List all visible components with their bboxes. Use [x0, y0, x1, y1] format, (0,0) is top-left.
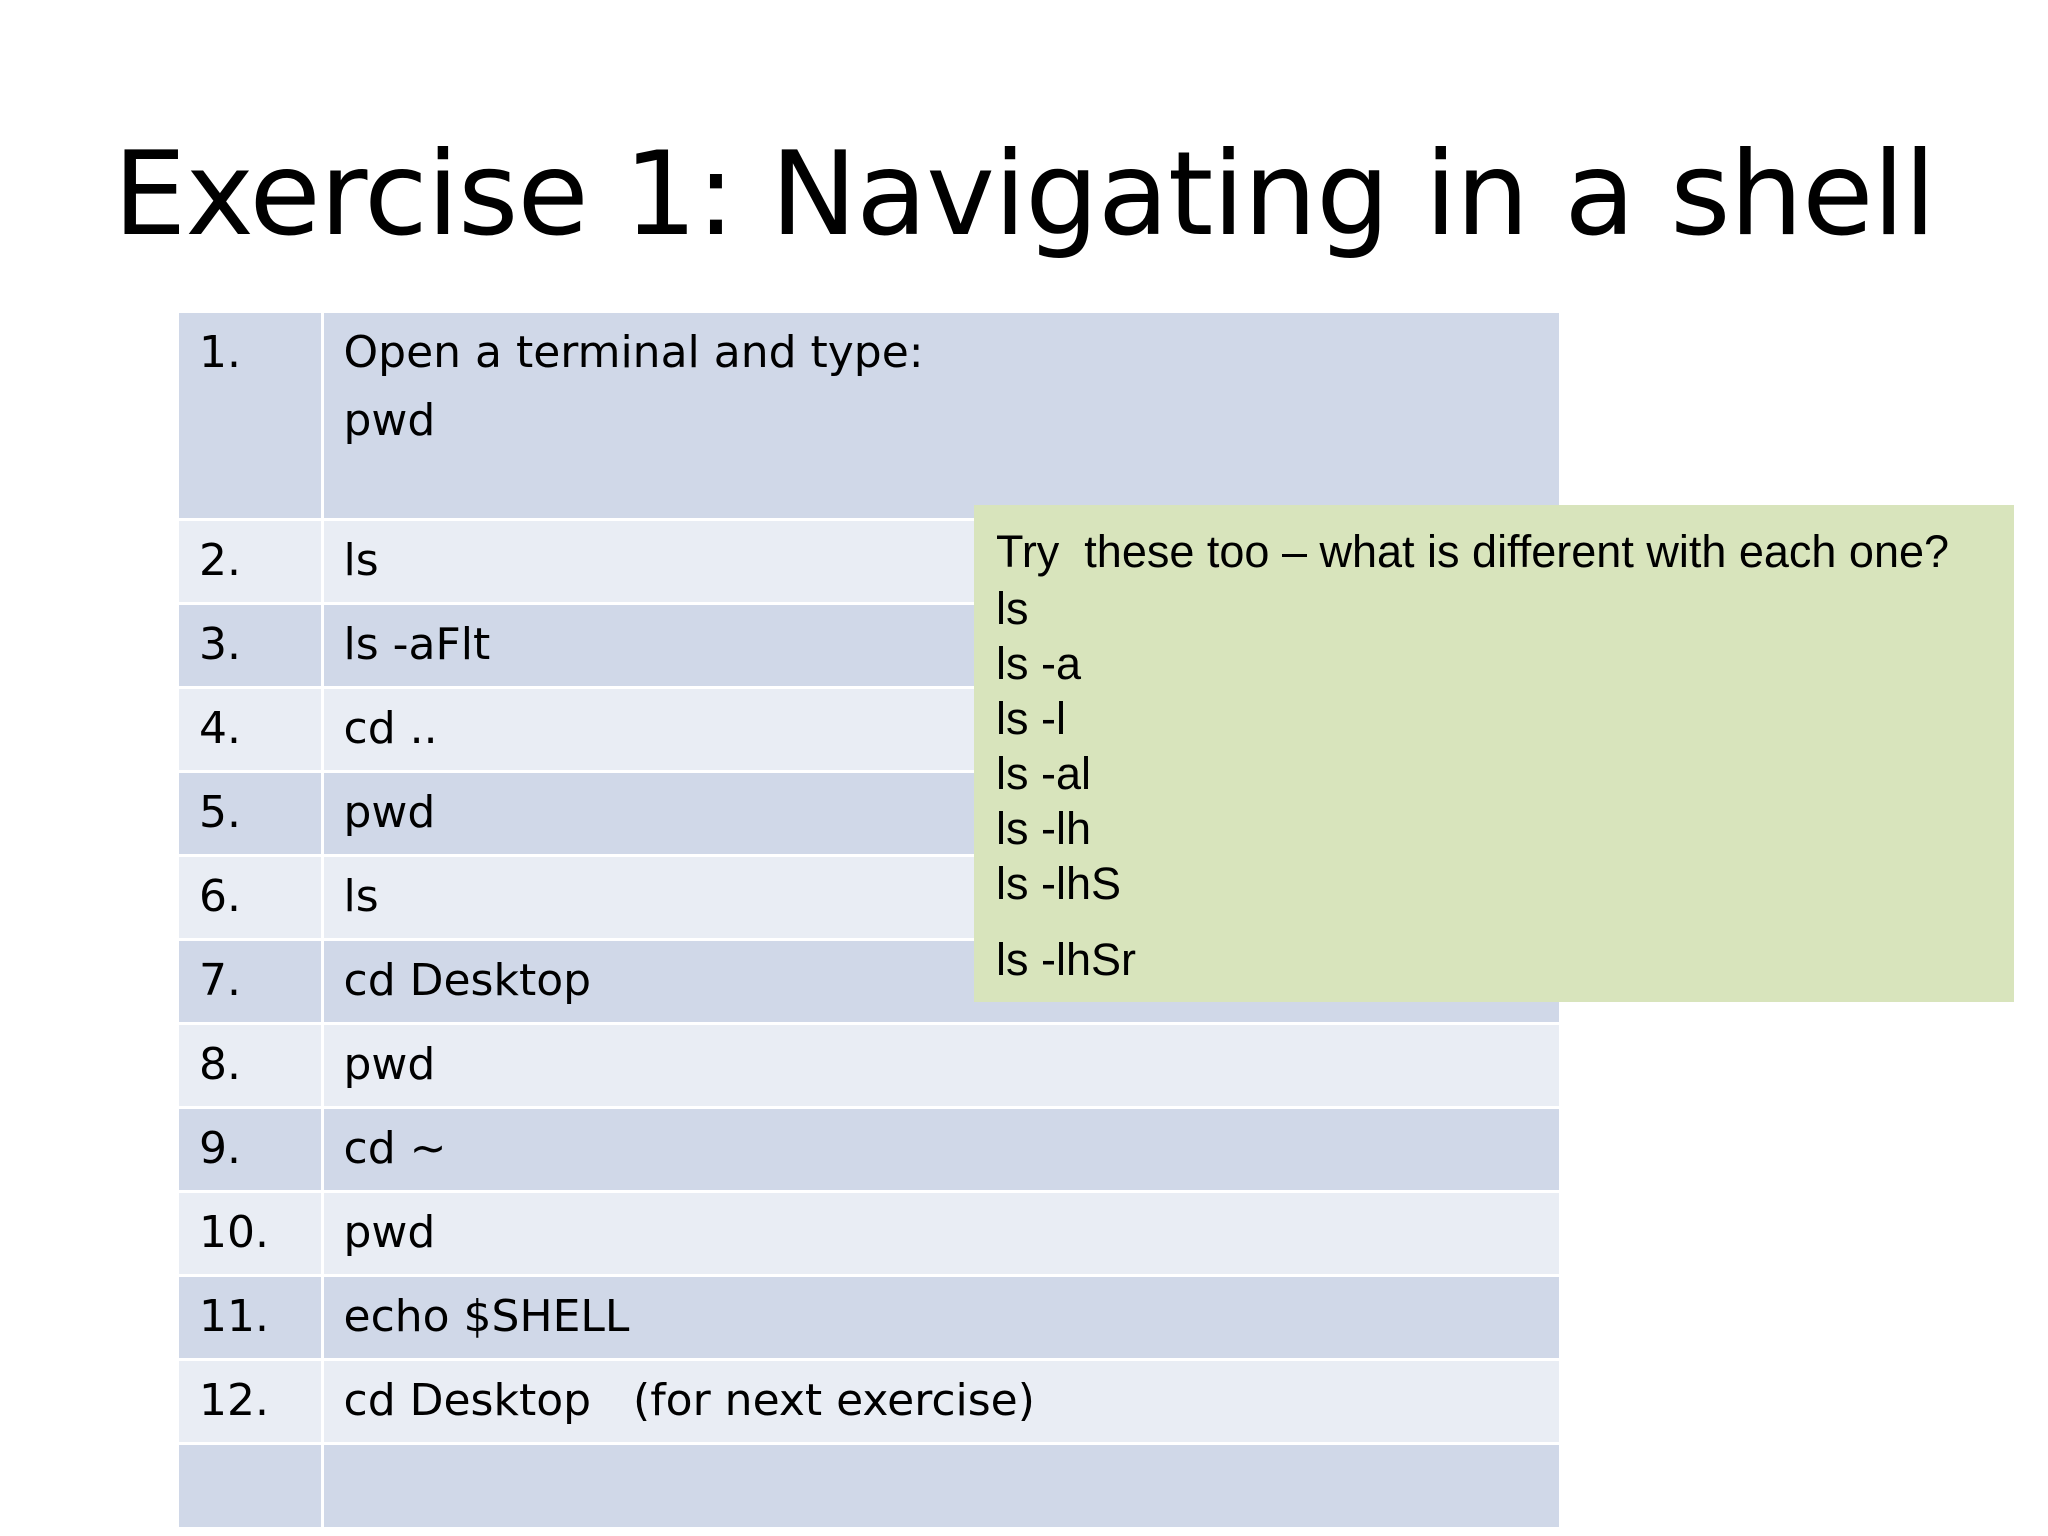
- step-command-text: pwd: [343, 395, 436, 446]
- slide-title: Exercise 1: Navigating in a shell: [113, 127, 1935, 262]
- step-number: [179, 1443, 322, 1527]
- tip-command: ls -lhS: [996, 858, 1122, 909]
- tip-command: ls: [996, 583, 1029, 634]
- tip-command-list: [996, 581, 2014, 987]
- step-number: 3.: [179, 603, 322, 687]
- tip-command: ls -lh: [996, 803, 1092, 854]
- step-number: 12.: [179, 1359, 322, 1443]
- step-command: [322, 1443, 1559, 1527]
- table-row: [179, 1191, 1559, 1275]
- step-command: cd ~: [322, 1107, 1559, 1191]
- step-number: 9.: [179, 1107, 322, 1191]
- step-number: 5.: [179, 771, 322, 855]
- step-command: pwd: [322, 1191, 1559, 1275]
- tip-heading: Try these too – what is different with each one?: [996, 526, 1950, 577]
- step-number: 4.: [179, 687, 322, 771]
- step-number: 11.: [179, 1275, 322, 1359]
- step-command: echo $SHELL: [322, 1275, 1559, 1359]
- step-command: ls -aFlt: [322, 603, 1559, 687]
- step-command: ls: [322, 519, 1559, 603]
- step-command: [322, 313, 1559, 519]
- tip-command: ls -al: [996, 748, 1092, 799]
- table-row: [179, 1023, 1559, 1107]
- step-command: cd ..: [322, 687, 1559, 771]
- step-command: cd Desktop: [322, 939, 1559, 1023]
- step-number: 2.: [179, 519, 322, 603]
- table-row: [179, 1359, 1559, 1443]
- step-number: 1.: [179, 313, 322, 519]
- step-instruction: Open a terminal and type:: [343, 327, 924, 378]
- table-row: [179, 1275, 1559, 1359]
- step-command: ls: [322, 855, 1559, 939]
- step-number: 10.: [179, 1191, 322, 1275]
- step-number: 8.: [179, 1023, 322, 1107]
- step-number: 7.: [179, 939, 322, 1023]
- table-row: [179, 1107, 1559, 1191]
- step-number: 6.: [179, 855, 322, 939]
- tip-callout-box: [974, 505, 2014, 1002]
- tip-command: ls -lhSr: [996, 934, 1137, 985]
- tip-command: ls -a: [996, 638, 1082, 689]
- step-command: pwd: [322, 771, 1559, 855]
- step-command: cd Desktop (for next exercise): [322, 1359, 1559, 1443]
- step-command: pwd: [322, 1023, 1559, 1107]
- tip-command: ls -l: [996, 693, 1066, 744]
- table-row: [179, 313, 1559, 519]
- table-row-empty: [179, 1443, 1559, 1527]
